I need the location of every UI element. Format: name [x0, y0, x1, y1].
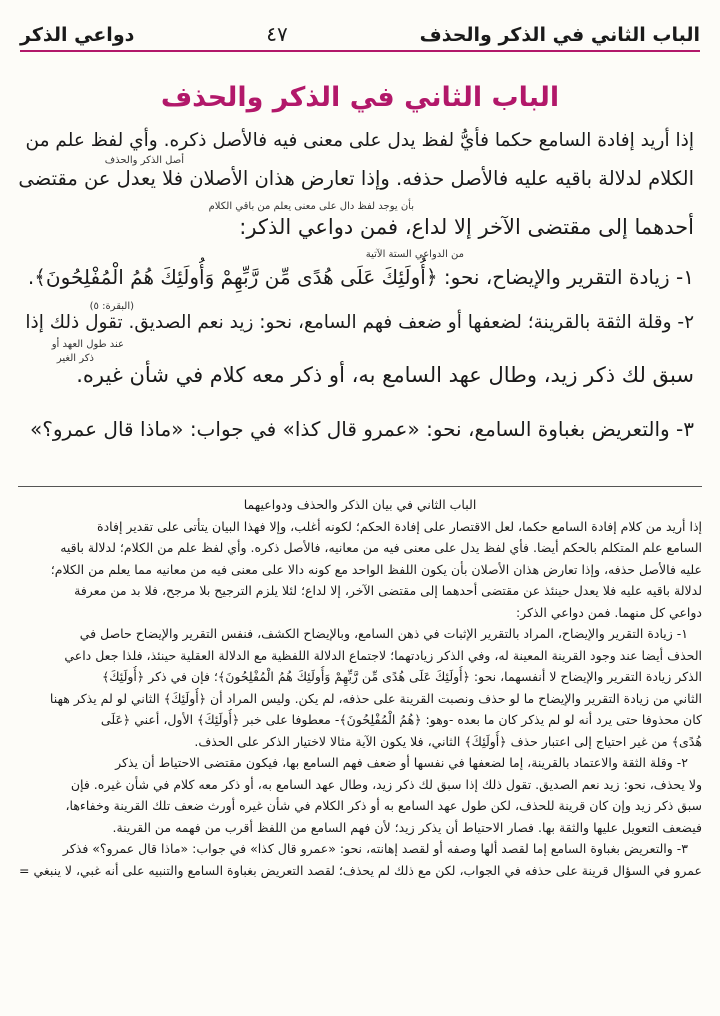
main-line: سبق لك ذكر زيد، وطال عهد السامع به، أو ذكر معه كلام في شأن غيره. — [76, 363, 694, 387]
commentary-line: عليه فالأصل حذفه، وإذا تعارض هذان الأصلان بأن يكون اللفظ الواحد مع كونه دالا على معنى فيه من معانيه مما يعلم من الكلام؛ — [50, 561, 702, 577]
commentary-line: هُدًى﴾ من غير احتياج إلى اعتبار حذف ﴿أُولَئِكَ﴾ الثاني، فلا يكون الآية مثالا لاختيار الذكر على الحذف. — [194, 733, 702, 749]
margin-note: بأن يوجد لفظ دال على معنى يعلم من باقي الكلام — [208, 201, 414, 212]
header-section: دواعي الذكر — [20, 24, 135, 46]
commentary-line: سبق ذكر زيد وإن كان قرينة للحذف، لكن طول عهد السامع به أو ذكر الكلام في شأن غيره أورث ضعف تلك القرينة وخفاءها، — [65, 798, 702, 813]
commentary-line: ٢- وقلة الثقة والاعتماد بالقرينة، إما لضعفها في نفسها أو ضعف فهم السامع بها، فيكون مقتضى الاحتياط أن يذكر — [115, 755, 688, 770]
commentary-line: الحذف أيضا عند وجود القرينة المعينة له، وفي الذكر زيادتهما؛ لاجتماع الدلالة اللفظية مع الدلالة العقلية حينئذ، فلذا جعل داعي — [64, 647, 702, 663]
commentary-line: ١- زيادة التقرير والإيضاح، المراد بالتقرير الإثبات في ذهن السامع، وبالإيضاح الكشف، فنفس التقرير والإيضاح حاصل في — [79, 626, 688, 641]
commentary-line: ٣- والتعريض بغباوة السامع إما لقصد ألها وصفه أو لقصد إهانته، نحو: «عمرو قال كذا» في جواب: «ماذا قال عمرو؟» فذكر — [62, 841, 688, 856]
main-line: ٢- وقلة الثقة بالقرينة؛ لضعفها أو ضعف فهم السامع، نحو: زيد نعم الصديق. تقول ذلك إذا — [25, 312, 694, 333]
main-line: إذا أريد إفادة السامع حكما فأيُّ لفظ يدل على معنى فيه فالأصل ذكره. وأي لفظ علم من — [25, 130, 694, 151]
commentary-line: السامع علم المتكلم بالحكم أيضا. فأي لفظ يدل على معنى فيه من معانيه، فالأصل ذكره. وأي لفظ علم من الكلام؛ لدلالة باقيه — [60, 540, 702, 555]
main-line — [18, 262, 694, 292]
commentary-line: كان محذوفا حتى يرد أنه لو لم يذكر كان ما بعده -وهو: ﴿هُمُ الْمُفْلِحُونَ﴾- معطوفا على خبر ﴿أُولَئِكَ﴾ الأول، أعني ﴿عَلَى — [100, 712, 702, 727]
commentary-title: الباب الثاني في بيان الذكر والحذف ودواعيهما — [243, 497, 477, 512]
commentary-line: الذكر زيادة التقرير والإيضاح لا أنفسهما، نحو: ﴿أُولَئِكَ عَلَى هُدًى مِّن رَّبِّهِمْ وَأُولَئِكَ هُمُ الْمُفْلِحُونَ﴾؛ فإن في ذكر ﴿أُولَئِكَ﴾ — [101, 669, 702, 684]
chapter-title: الباب الثاني في الذكر والحذف — [160, 82, 560, 113]
verse-reference: (البقرة: ٥) — [89, 301, 134, 312]
running-header — [20, 6, 700, 52]
commentary-line: لدلالة باقيه عليه فلا يعدل حينئذ عن مقتضى أحدهما إلى مقتضى الآخر، إلا لداع؛ لئلا يلزم الترجيح بلا مرجح، فلا بد من معرفة — [74, 583, 702, 598]
commentary-line: عمرو في السؤال قرينة على حذفه في الجواب، لكن مع ذلك لم يحذف؛ لقصد التعريض بغباوة السامع والتنبيه على أنه غبي، لا ينبغي = — [19, 862, 702, 878]
margin-note: أصل الذكر والحذف — [104, 155, 184, 166]
margin-note: من الدواعي الستة الآتية — [365, 249, 464, 260]
commentary-line: ولا يحذف، نحو: زيد نعم الصديق. تقول ذلك إذا سبق لك ذكر زيد، وطال عهد السامع به، أو ذكر معه كلام في شأن غيره. فإن — [70, 776, 702, 792]
main-line: ٣- والتعريض بغباوة السامع، نحو: «عمرو قال كذا» في جواب: «ماذا قال عمرو؟» — [30, 417, 694, 441]
commentary-line: دواعي كل منهما. فمن دواعي الذكر: — [515, 604, 702, 620]
main-line: الكلام لدلالة باقيه عليه فالأصل حذفه. وإذا تعارض هذان الأصلان فلا يعدل عن مقتضى — [18, 167, 694, 190]
main-line: أحدهما إلى مقتضى الآخر إلا لداع، فمن دواعي الذكر: — [239, 215, 694, 239]
header-chapter: الباب الثاني في الذكر والحذف — [419, 24, 700, 46]
commentary-line: فيضعف التعويل عليها والثقة بها. فصار الاحتياط أن يذكر زيد؛ لأن فهم السامع من اللفظ أقرب من فهمه من القرينة. — [112, 819, 702, 835]
section-divider — [18, 486, 702, 487]
main-line-numbered: ١- زيادة التقرير والإيضاح، نحو: ﴿أُولَئِكَ عَلَى هُدًى مِّن رَّبِّهِمْ وَأُولَئِكَ هُمُ الْمُفْلِحُونَ﴾. — [27, 265, 694, 289]
margin-note: عند طول العهد أو — [51, 339, 124, 350]
commentary-line: الثاني من زيادة التقرير والإيضاح ما لو حذف ونصبت القرينة على حذفه، لم يكن. وليس المراد أن ﴿أُولَئِكَ﴾ الثاني لو لم يذكر ههنا — [49, 690, 702, 706]
commentary-block — [18, 494, 702, 881]
page-number: ٤٧ — [266, 22, 288, 46]
commentary-line: إذا أريد من كلام إفادة السامع حكما، لعل الاقتصار على إفادة الحكم؛ لكونه أغلب، وإلا فهذا البيان يتأتى على تقدير إفادة — [97, 518, 702, 534]
margin-note: ذكر الغير — [56, 353, 94, 364]
